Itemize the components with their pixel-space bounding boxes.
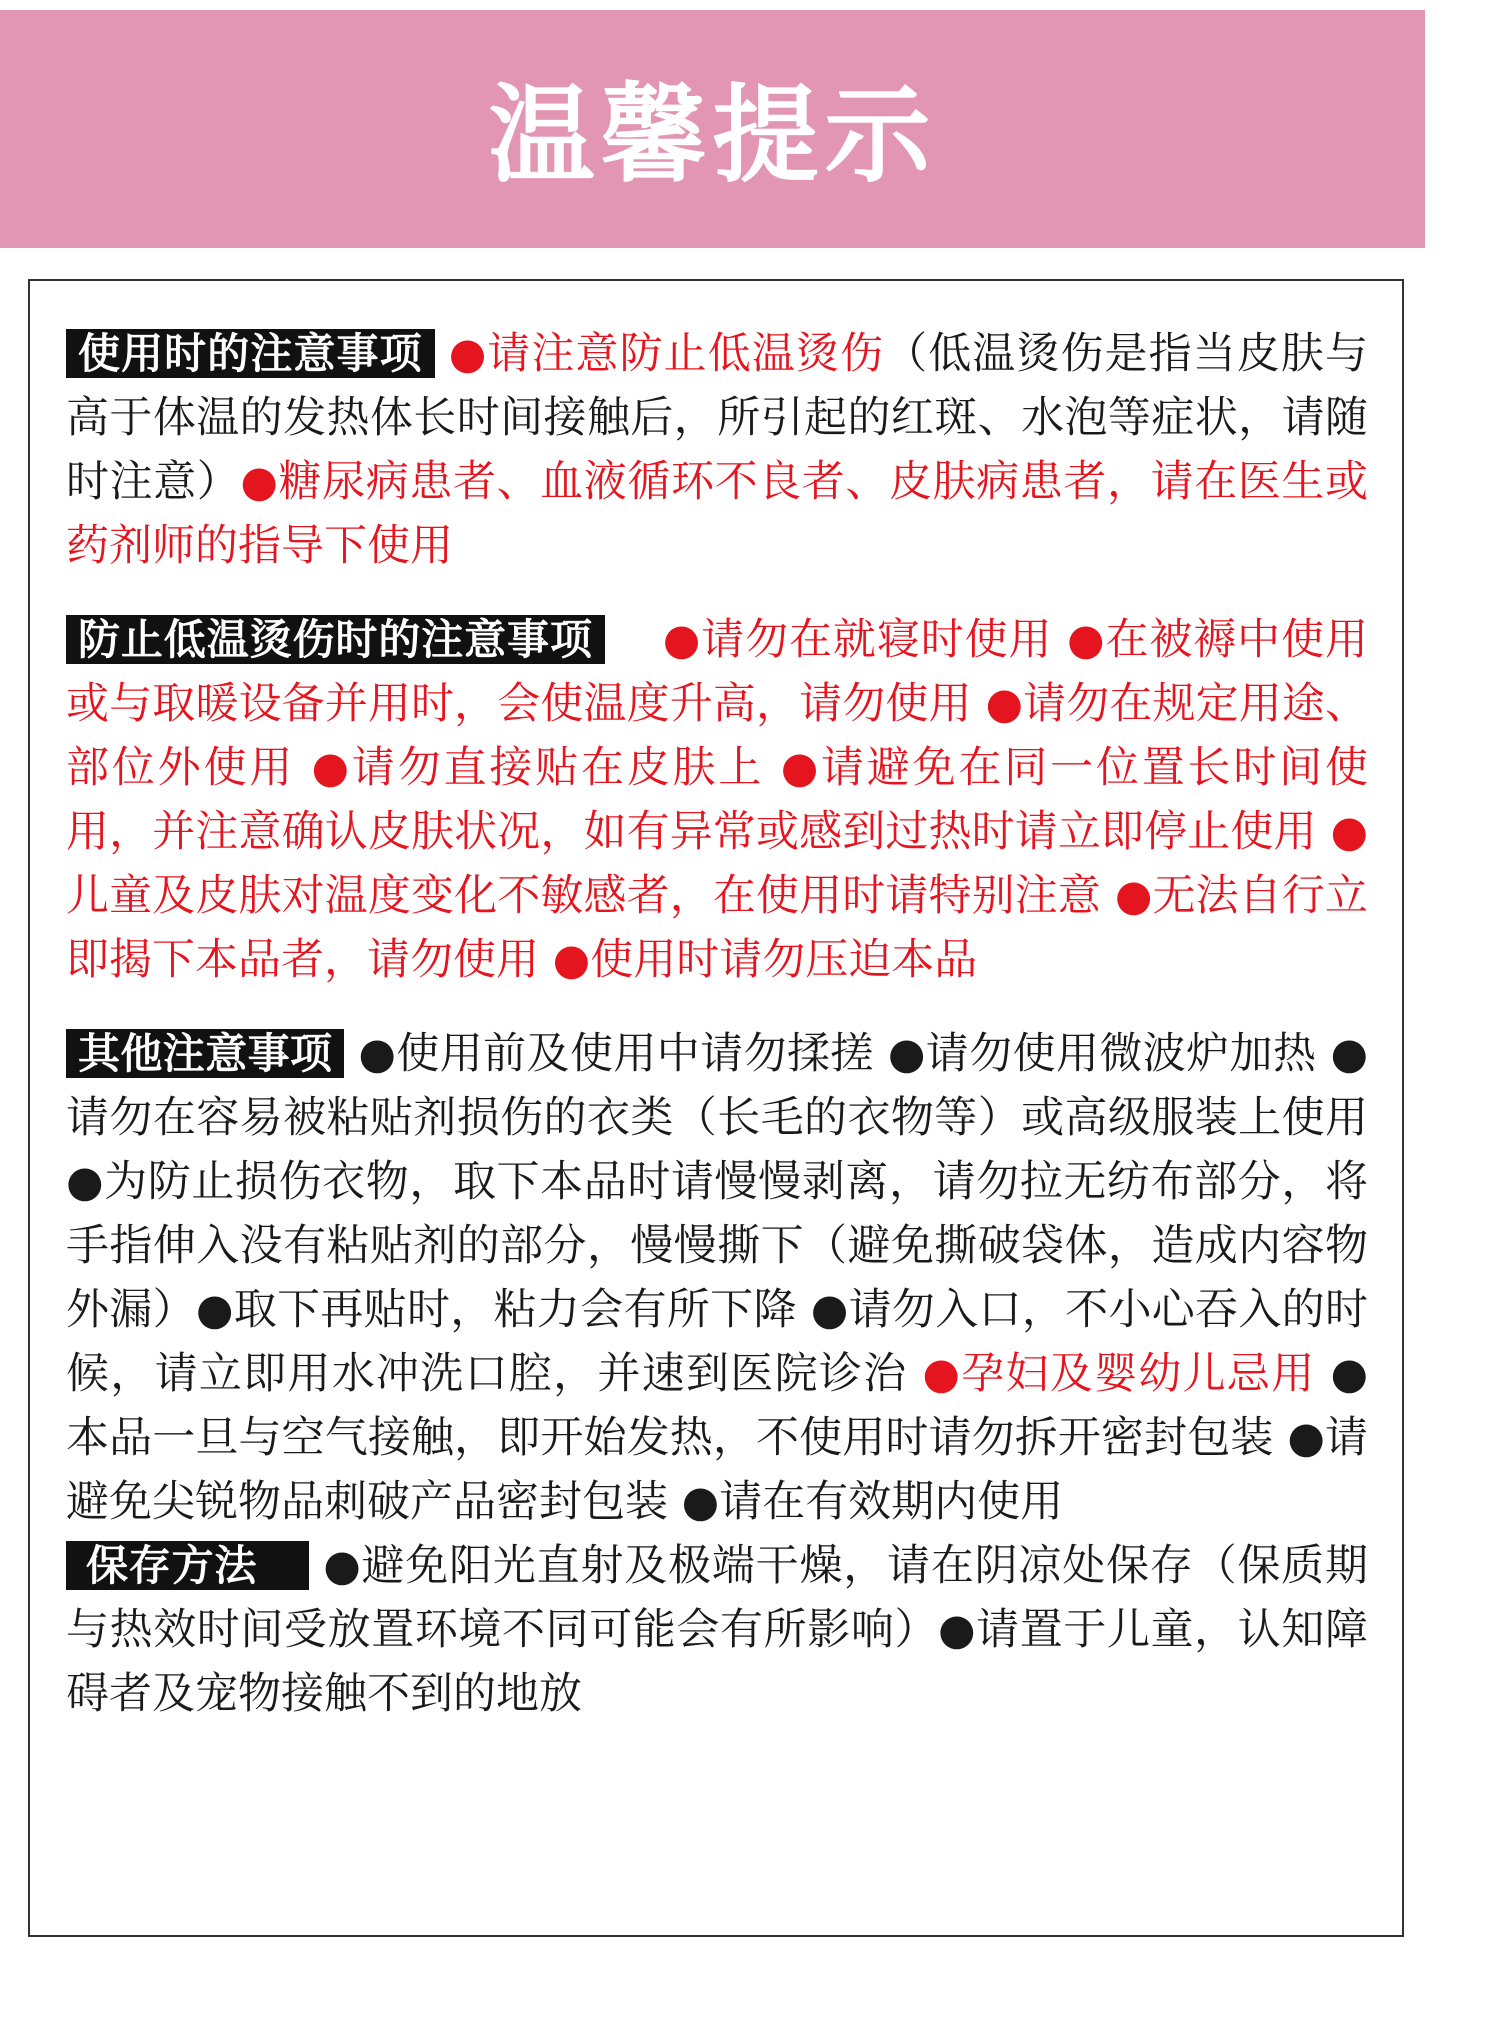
page-title: 温馨提示 xyxy=(488,72,937,197)
notice-content xyxy=(66,322,1368,1726)
section-storage xyxy=(66,1534,1368,1726)
note-text: （低温烫伤是指当皮肤与高于体温的发热体长时间接触后，所引起的红斑、水泡等症状，请随时注意） xyxy=(66,329,1368,507)
note-text: ●使用前及使用中请勿揉搓 ●请勿使用微波炉加热 ●请勿在容易被粘贴剂损伤的衣类（长毛的衣物等）或高级服装上使用 ●为防止损伤衣物，取下本品时请慢慢剥离，请勿拉无纺布部分，将手指伸入没有粘贴剂的部分，慢慢撕下（避免撕破袋体，造成内容物外漏）●取下再贴时，粘力会有所下降 ●请勿入口，不小心吞入的时候，请立即用水冲洗口腔，并速到医院诊治 xyxy=(66,1029,1368,1399)
title-banner xyxy=(0,10,1425,248)
section-heading: 使用时的注意事项 xyxy=(66,329,435,378)
section-other-notes xyxy=(66,1022,1368,1534)
section-usage-notes xyxy=(66,322,1368,578)
warning-text: ●孕妇及婴幼儿忌用 xyxy=(922,1349,1316,1399)
section-burn-prevention xyxy=(66,608,1368,992)
note-text: ●避免阳光直射及极端干燥，请在阴凉处保存（保质期与热效时间受放置环境不同可能会有所影响）●请置于儿童，认知障碍者及宠物接触不到的地放 xyxy=(66,1541,1368,1719)
warning-text: ●请注意防止低温烫伤 xyxy=(448,329,885,379)
section-heading: 防止低温烫伤时的注意事项 xyxy=(66,615,605,664)
section-heading: 其他注意事项 xyxy=(66,1029,344,1078)
warning-text: ●糖尿病患者、血液循环不良者、皮肤病患者，请在医生或药剂师的指导下使用 xyxy=(66,457,1369,571)
note-text: ●本品一旦与空气接触，即开始发热，不使用时请勿拆开密封包装 ●请避免尖锐物品刺破产品密封包装 ●请在有效期内使用 xyxy=(66,1349,1368,1527)
section-heading: 保存方法 xyxy=(66,1541,309,1590)
warning-text: ●请勿在就寝时使用 ●在被褥中使用或与取暖设备并用时，会使温度升高，请勿使用 ●请勿在规定用途、部位外使用 ●请勿直接贴在皮肤上 ●请避免在同一位置长时间使用，并注意确认皮肤状况，如有异常或感到过热时请立即停止使用 ●儿童及皮肤对温度变化不敏感者，在使用时请特别注意 ●无法自行立即揭下本品者，请勿使用 ●使用时请勿压迫本品 xyxy=(66,615,1368,985)
